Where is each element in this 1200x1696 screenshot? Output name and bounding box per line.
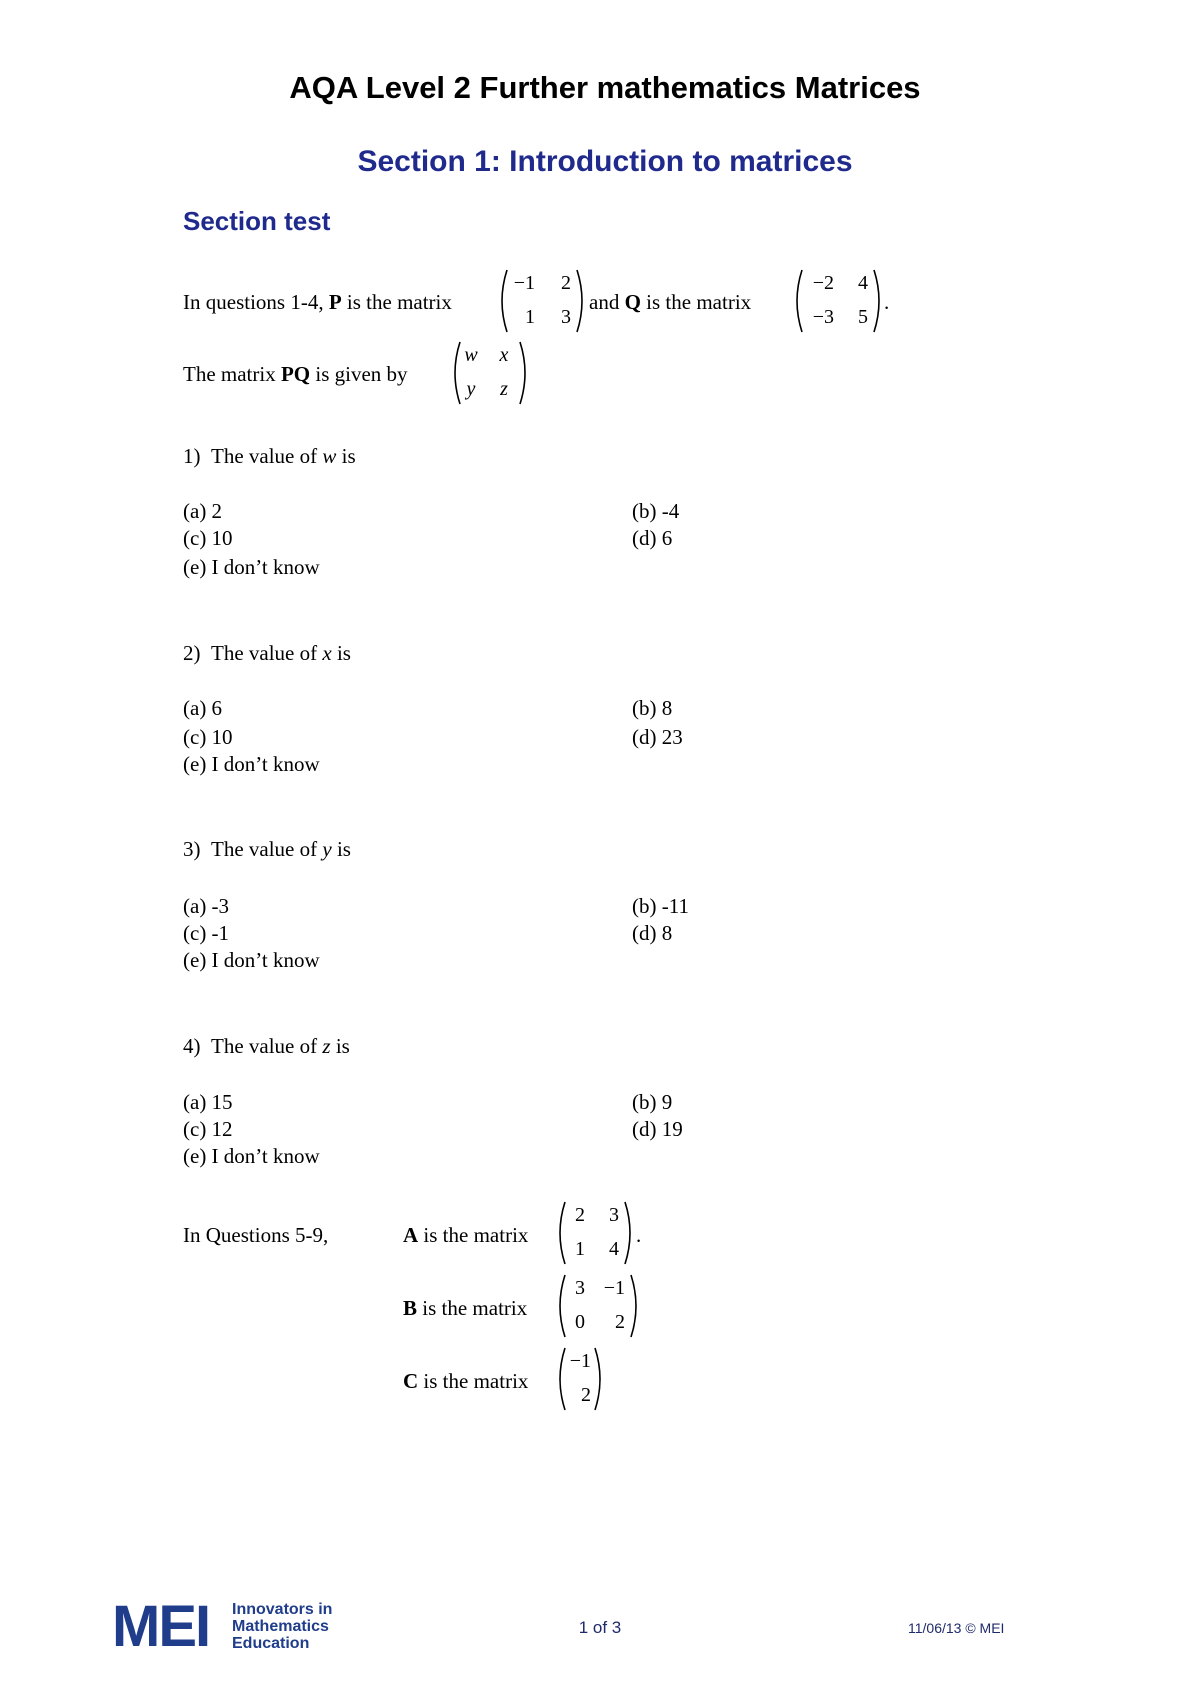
part2-intro: In Questions 5-9, — [183, 1223, 329, 1247]
is-the-matrix-text: is the matrix — [341, 290, 452, 314]
question-4 — [183, 1033, 350, 1059]
matrix-pq-cell: x — [499, 344, 509, 366]
p-symbol: P — [328, 290, 342, 314]
is-the-matrix-text: is the matrix — [417, 1296, 528, 1320]
pq-symbol: PQ — [280, 362, 311, 386]
question-variable: w — [322, 444, 337, 468]
matrix-b-cell: −1 — [603, 1277, 625, 1299]
c-symbol: C — [403, 1369, 419, 1393]
question-suffix: is — [331, 837, 351, 861]
tagline-line: Mathematics — [232, 1618, 329, 1635]
intro-period: . — [884, 290, 890, 314]
question-number: 2) — [183, 641, 201, 665]
matrix-p-cell: 2 — [561, 272, 571, 294]
q3-option-c[interactable]: (c) -1 — [183, 921, 230, 945]
question-number: 1) — [183, 444, 201, 468]
question-number: 4) — [183, 1034, 201, 1058]
q4-option-c[interactable]: (c) 12 — [183, 1117, 233, 1141]
is-the-matrix-text: is the matrix — [640, 290, 752, 314]
intro-prefix: In questions 1-4, — [183, 290, 329, 314]
matrix-b-cell: 2 — [615, 1311, 625, 1333]
question-stem: The value of — [211, 641, 323, 665]
question-suffix: is — [331, 641, 351, 665]
matrix-b — [555, 1273, 641, 1339]
q1-option-a[interactable]: (a) 2 — [183, 499, 223, 523]
question-2 — [183, 640, 351, 666]
q1-option-d[interactable]: (d) 6 — [632, 526, 673, 550]
question-suffix: is — [330, 1034, 350, 1058]
q2-option-d[interactable]: (d) 23 — [632, 725, 683, 749]
q1-option-c[interactable]: (c) 10 — [183, 526, 233, 550]
is-the-matrix-text: is the matrix — [418, 1223, 529, 1247]
matrix-pq — [450, 340, 530, 406]
question-variable: x — [322, 641, 332, 665]
subsection-title: Section test — [183, 206, 331, 236]
q-symbol: Q — [624, 290, 641, 314]
page-number: 1 of 3 — [578, 1618, 622, 1637]
intro-line-2 — [183, 361, 408, 387]
matrix-a — [555, 1200, 635, 1266]
matrix-pq-cell: y — [466, 378, 476, 400]
line2-prefix: The matrix — [183, 362, 281, 386]
matrix-b-cell: 3 — [575, 1277, 585, 1299]
matrix-pq-cell: w — [464, 344, 478, 366]
question-stem: The value of — [211, 837, 323, 861]
matrix-p-cell: −1 — [513, 272, 535, 294]
matrix-a-period: . — [636, 1223, 642, 1247]
line2-suffix: is given by — [310, 362, 408, 386]
section-title: Section 1: Introduction to matrices — [357, 145, 853, 178]
matrix-c-cell: −1 — [569, 1350, 591, 1372]
b-symbol: B — [403, 1296, 418, 1320]
q3-option-a[interactable]: (a) -3 — [183, 894, 230, 918]
matrix-a-cell: 3 — [609, 1204, 619, 1226]
date-copyright: 11/06/13 © MEI — [908, 1620, 1005, 1636]
matrix-a-cell: 2 — [575, 1204, 585, 1226]
matrix-a-label — [403, 1222, 528, 1248]
matrix-p-cell: 3 — [561, 306, 571, 328]
and-text: and — [589, 290, 625, 314]
question-suffix: is — [336, 444, 356, 468]
matrix-c — [555, 1346, 605, 1412]
question-number: 3) — [183, 837, 201, 861]
mei-logo: MEI — [112, 1594, 210, 1659]
tagline-line: Innovators in — [232, 1601, 333, 1618]
intro-line-1 — [183, 289, 452, 315]
question-stem: The value of — [211, 1034, 323, 1058]
q3-option-d[interactable]: (d) 8 — [632, 921, 673, 945]
question-variable: y — [322, 837, 332, 861]
q1-option-b[interactable]: (b) -4 — [632, 499, 680, 523]
q4-option-a[interactable]: (a) 15 — [183, 1090, 233, 1114]
tagline-line: Education — [232, 1635, 310, 1652]
q4-option-e[interactable]: (e) I don’t know — [183, 1144, 320, 1168]
q2-option-e[interactable]: (e) I don’t know — [183, 752, 320, 776]
document-title: AQA Level 2 Further mathematics Matrices — [289, 70, 921, 105]
matrix-q-cell: −2 — [812, 272, 834, 294]
question-variable: z — [322, 1034, 331, 1058]
intro-line-1-middle — [589, 289, 751, 315]
question-1 — [183, 443, 356, 469]
matrix-q-cell: 5 — [858, 306, 868, 328]
q4-option-d[interactable]: (d) 19 — [632, 1117, 683, 1141]
matrix-p-cell: 1 — [525, 306, 535, 328]
q4-option-b[interactable]: (b) 9 — [632, 1090, 673, 1114]
matrix-q-cell: 4 — [858, 272, 868, 294]
q1-option-e[interactable]: (e) I don’t know — [183, 555, 320, 579]
matrix-p — [497, 268, 587, 334]
question-stem: The value of — [211, 444, 323, 468]
matrix-q — [792, 268, 884, 334]
question-3 — [183, 836, 351, 862]
matrix-pq-cell: z — [500, 378, 508, 400]
a-symbol: A — [403, 1223, 419, 1247]
matrix-a-cell: 1 — [575, 1238, 585, 1260]
matrix-b-label — [403, 1295, 527, 1321]
matrix-c-label — [403, 1368, 528, 1394]
q2-option-b[interactable]: (b) 8 — [632, 696, 673, 720]
is-the-matrix-text: is the matrix — [418, 1369, 529, 1393]
matrix-c-cell: 2 — [581, 1384, 591, 1406]
q3-option-e[interactable]: (e) I don’t know — [183, 948, 320, 972]
matrix-q-cell: −3 — [812, 306, 834, 328]
q3-option-b[interactable]: (b) -11 — [632, 894, 689, 918]
matrix-a-cell: 4 — [609, 1238, 619, 1260]
matrix-b-cell: 0 — [575, 1311, 585, 1333]
q2-option-c[interactable]: (c) 10 — [183, 725, 233, 749]
q2-option-a[interactable]: (a) 6 — [183, 696, 223, 720]
